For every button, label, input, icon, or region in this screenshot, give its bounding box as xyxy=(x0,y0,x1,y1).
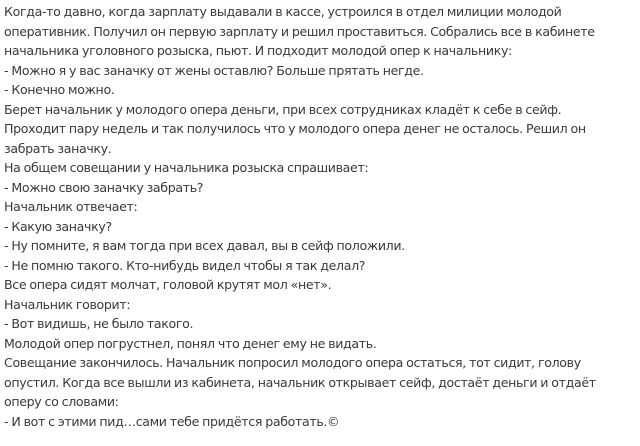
story-line: Молодой опер погрустнел, понял что денег ему не видать. xyxy=(4,335,377,351)
story-line: опустил. Когда все вышли из кабинета, начальник открывает сейф, достаёт деньги и отдаёт xyxy=(4,374,596,390)
story-line: оперу со словами: xyxy=(4,394,119,409)
story-line: - Вот видишь, не было такого. xyxy=(4,316,194,331)
story-line: Начальник отвечает: xyxy=(4,199,138,214)
story-line: - Конечно можно. xyxy=(4,82,115,97)
story-line: - Можно свою заначку забрать? xyxy=(4,179,204,195)
story-line: Все опера сидят молчат, головой крутят мол «нет». xyxy=(4,277,332,292)
story-line: Берет начальник у молодого опера деньги, при всех сотрудниках кладёт к себе в сейф. xyxy=(4,101,562,117)
story-line: - Какую заначку? xyxy=(4,218,112,234)
story-line: На общем совещании у начальника розыска спрашивает: xyxy=(4,160,369,175)
story-line: Начальник говорит: xyxy=(4,296,131,312)
story-line: Совещание закончилось. Начальник попросил молодого опера остаться, тот сидит, голову xyxy=(4,355,581,370)
story-line: - Можно я у вас заначку от жены оставлю? Больше прятать негде. xyxy=(4,62,424,78)
story-line: Проходит пару недель и так получилось что у молодого опера денег не осталось. Решил он xyxy=(4,121,586,136)
story-line: оперативник. Получил он первую зарплату и решил проставиться. Собрались все в кабинете xyxy=(4,23,595,39)
story-line: - Не помню такого. Кто-нибудь видел чтобы я так делал? xyxy=(4,257,366,273)
story-line: - И вот с этими пид…сами тебе придётся работать.© xyxy=(4,413,340,429)
story-line: забрать заначку. xyxy=(4,140,112,156)
story-line: - Ну помните, я вам тогда при всех давал, вы в сейф положили. xyxy=(4,238,405,253)
story-line: начальника уголовного розыска, пьют. И подходит молодой опер к начальнику: xyxy=(4,43,512,58)
story-line: Когда-то давно, когда зарплату выдавали в кассе, устроился в отдел милиции молодой xyxy=(4,4,562,19)
